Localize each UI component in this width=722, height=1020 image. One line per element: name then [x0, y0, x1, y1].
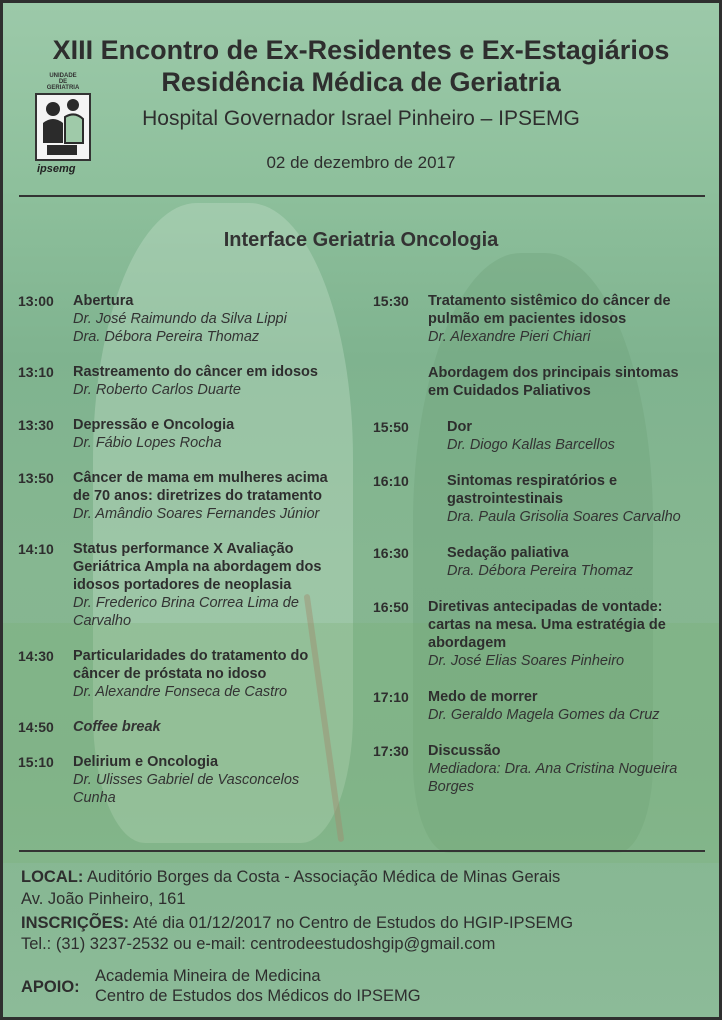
program-item	[18, 647, 358, 701]
program-title-line: idosos portadores de neoplasia	[73, 577, 292, 593]
program-item	[18, 753, 358, 807]
program-spacer	[373, 670, 709, 688]
program-spacer	[18, 523, 358, 540]
event-date: 02 de dezembro de 2017	[266, 153, 456, 172]
program-speaker-line: Carvalho	[73, 613, 132, 629]
program-time: 16:50	[373, 599, 409, 615]
program-item-body	[428, 742, 709, 796]
program-speaker-line: Dr. Amândio Soares Fernandes Júnior	[73, 506, 320, 522]
program-title-line: Particularidades do tratamento do	[73, 648, 309, 664]
program-spacer	[373, 526, 709, 544]
program-title-line: Medo de morrer	[428, 689, 538, 705]
program-title-line: câncer de próstata no idoso	[73, 666, 267, 682]
program-item-body	[73, 292, 358, 346]
apoio-list	[95, 966, 421, 1006]
program-item	[373, 742, 709, 796]
program-item	[373, 688, 709, 724]
program-speaker-line: Mediadora: Dra. Ana Cristina Nogueira	[428, 761, 678, 777]
program-title-line: Rastreamento do câncer em idosos	[73, 364, 318, 380]
program-speaker-line: Dr. Alexandre Pieri Chiari	[428, 329, 591, 345]
program-time: 17:30	[373, 743, 409, 759]
hospital-name: Hospital Governador Israel Pinheiro – IPSEMG	[142, 107, 580, 130]
program-item-body	[428, 598, 709, 670]
program-item	[18, 292, 358, 346]
program-item-body	[73, 416, 358, 452]
program-title-line: Abordagem dos principais sintomas	[428, 365, 679, 381]
program-item	[18, 469, 358, 523]
program-time: 17:10	[373, 689, 409, 705]
program-column-left	[18, 292, 358, 807]
program-speaker-line: Dr. Diogo Kallas Barcellos	[447, 437, 615, 453]
program-title-line: Depressão e Oncologia	[73, 417, 235, 433]
program-title-line: Câncer de mama em mulheres acima	[73, 470, 328, 486]
inscricoes-label: INSCRIÇÕES:	[21, 914, 130, 932]
program-item-body	[428, 472, 709, 526]
program-time: 16:30	[373, 545, 409, 561]
program-item-body	[428, 364, 709, 400]
program-time: 14:10	[18, 541, 54, 557]
program-speaker-line: Dra. Paula Grisolia Soares Carvalho	[447, 509, 681, 525]
program-time: 13:00	[18, 293, 54, 309]
apoio-item: Centro de Estudos dos Médicos do IPSEMG	[95, 987, 421, 1005]
event-title-line2: Residência Médica de Geriatria	[161, 67, 561, 97]
program-item	[18, 416, 358, 452]
program-speaker-line: Dra. Débora Pereira Thomaz	[447, 563, 634, 579]
program-item	[373, 364, 709, 400]
program-item-body	[73, 753, 358, 807]
program-time: 14:50	[18, 719, 54, 735]
program-speaker-line: Dr. Geraldo Magela Gomes da Cruz	[428, 707, 660, 723]
program-item-body	[428, 292, 709, 346]
program-title-line: Discussão	[428, 743, 501, 759]
program-time: 15:10	[18, 754, 54, 770]
local-text: Auditório Borges da Costa - Associação Médica de Minas Gerais	[87, 868, 561, 886]
program-title-line: Geriátrica Ampla na abordagem dos	[73, 559, 322, 575]
program-time: 13:10	[18, 364, 54, 380]
program-speaker-line: Dr. Alexandre Fonseca de Castro	[73, 684, 288, 700]
program-title-line: abordagem	[428, 635, 507, 651]
program-item-body	[73, 469, 358, 523]
logo-caption-line3: GERIATRIA	[46, 85, 80, 91]
program-item	[373, 472, 709, 526]
program-spacer	[18, 701, 358, 718]
program-title-line: em Cuidados Paliativos	[428, 383, 591, 399]
program-title-line: gastrointestinais	[447, 491, 564, 507]
program-item	[18, 363, 358, 399]
program-title-line: Sintomas respiratórios e	[447, 473, 618, 489]
contact-line: Tel.: (31) 3237-2532 ou e-mail: centrodeestudoshgip@gmail.com	[21, 935, 496, 953]
program-spacer	[18, 736, 358, 753]
local-label: LOCAL:	[21, 868, 84, 886]
program-time	[373, 364, 428, 400]
program-item-body	[428, 688, 709, 724]
program-spacer	[373, 580, 709, 598]
program-time: 14:30	[18, 648, 54, 664]
program-time: 16:10	[373, 473, 409, 489]
program-spacer	[18, 399, 358, 416]
program-title-line: Delirium e Oncologia	[73, 754, 219, 770]
program-item	[373, 544, 709, 580]
local-line	[21, 867, 711, 888]
apoio-item: Academia Mineira de Medicina	[95, 967, 321, 985]
program-title-line: Diretivas antecipadas de vontade:	[428, 599, 663, 615]
program-title-line: Sedação paliativa	[447, 545, 569, 561]
program-speaker-line: Dr. José Raimundo da Silva Lippi	[73, 311, 287, 327]
program-item	[373, 418, 709, 454]
program-title-line: Abertura	[73, 293, 134, 309]
program-item-body	[73, 647, 358, 701]
program-spacer	[373, 724, 709, 742]
program-item-body	[73, 363, 358, 399]
program-item-body	[428, 544, 709, 580]
program-item-body	[428, 418, 709, 454]
coffee-break-label: Coffee break	[73, 719, 161, 735]
program-spacer	[373, 400, 709, 418]
program-spacer	[18, 452, 358, 469]
program-speaker-line: Borges	[428, 779, 474, 795]
logo-caption-line1: UNIDADE	[49, 73, 77, 79]
program-title-line: de 70 anos: diretrizes do tratamento	[73, 488, 322, 504]
address-line: Av. João Pinheiro, 161	[21, 890, 186, 908]
program-title-line: Dor	[447, 419, 472, 435]
program-item-body	[73, 718, 358, 736]
inscricoes-text: Até dia 01/12/2017 no Centro de Estudos do HGIP-IPSEMG	[132, 914, 574, 932]
program-time: 15:50	[373, 419, 409, 435]
program-item	[18, 718, 358, 736]
program-item	[373, 292, 709, 346]
section-title: Interface Geriatria Oncologia	[223, 229, 499, 251]
program-spacer	[373, 454, 709, 472]
program-item	[18, 540, 358, 630]
program-speaker-line: Dr. Frederico Brina Correa Lima de	[73, 595, 299, 611]
program-speaker-line: Dr. Fábio Lopes Rocha	[73, 435, 222, 451]
logo-caption-line2: DE	[58, 79, 68, 85]
program-time: 13:50	[18, 470, 54, 486]
program-time: 13:30	[18, 417, 54, 433]
program-title-line: pulmão em pacientes idosos	[428, 311, 627, 327]
program-title-line: cartas na mesa. Uma estratégia de	[428, 617, 666, 633]
ipsemg-brand: ipsemg	[37, 163, 76, 175]
program-column-right	[373, 292, 709, 796]
program-speaker-line: Dra. Débora Pereira Thomaz	[73, 329, 260, 345]
program-spacer	[373, 346, 709, 364]
program-spacer	[18, 346, 358, 363]
program-item	[373, 598, 709, 670]
footer-divider	[19, 850, 705, 852]
program-spacer	[18, 630, 358, 647]
inscricoes-line	[21, 913, 711, 934]
program-speaker-line: Dr. Roberto Carlos Duarte	[73, 382, 241, 398]
header-divider	[19, 195, 705, 197]
program-speaker-line: Cunha	[73, 790, 116, 806]
apoio-label: APOIO:	[21, 978, 80, 996]
program-speaker-line: Dr. Ulisses Gabriel de Vasconcelos	[73, 772, 300, 788]
program-title-line: Status performance X Avaliação	[73, 541, 294, 557]
program-time: 15:30	[373, 293, 409, 309]
program-speaker-line: Dr. José Elias Soares Pinheiro	[428, 653, 625, 669]
event-title-line1: XIII Encontro de Ex-Residentes e Ex-Estagiários	[52, 35, 670, 65]
program-title-line: Tratamento sistêmico do câncer de	[428, 293, 671, 309]
program-item-body	[73, 540, 358, 630]
